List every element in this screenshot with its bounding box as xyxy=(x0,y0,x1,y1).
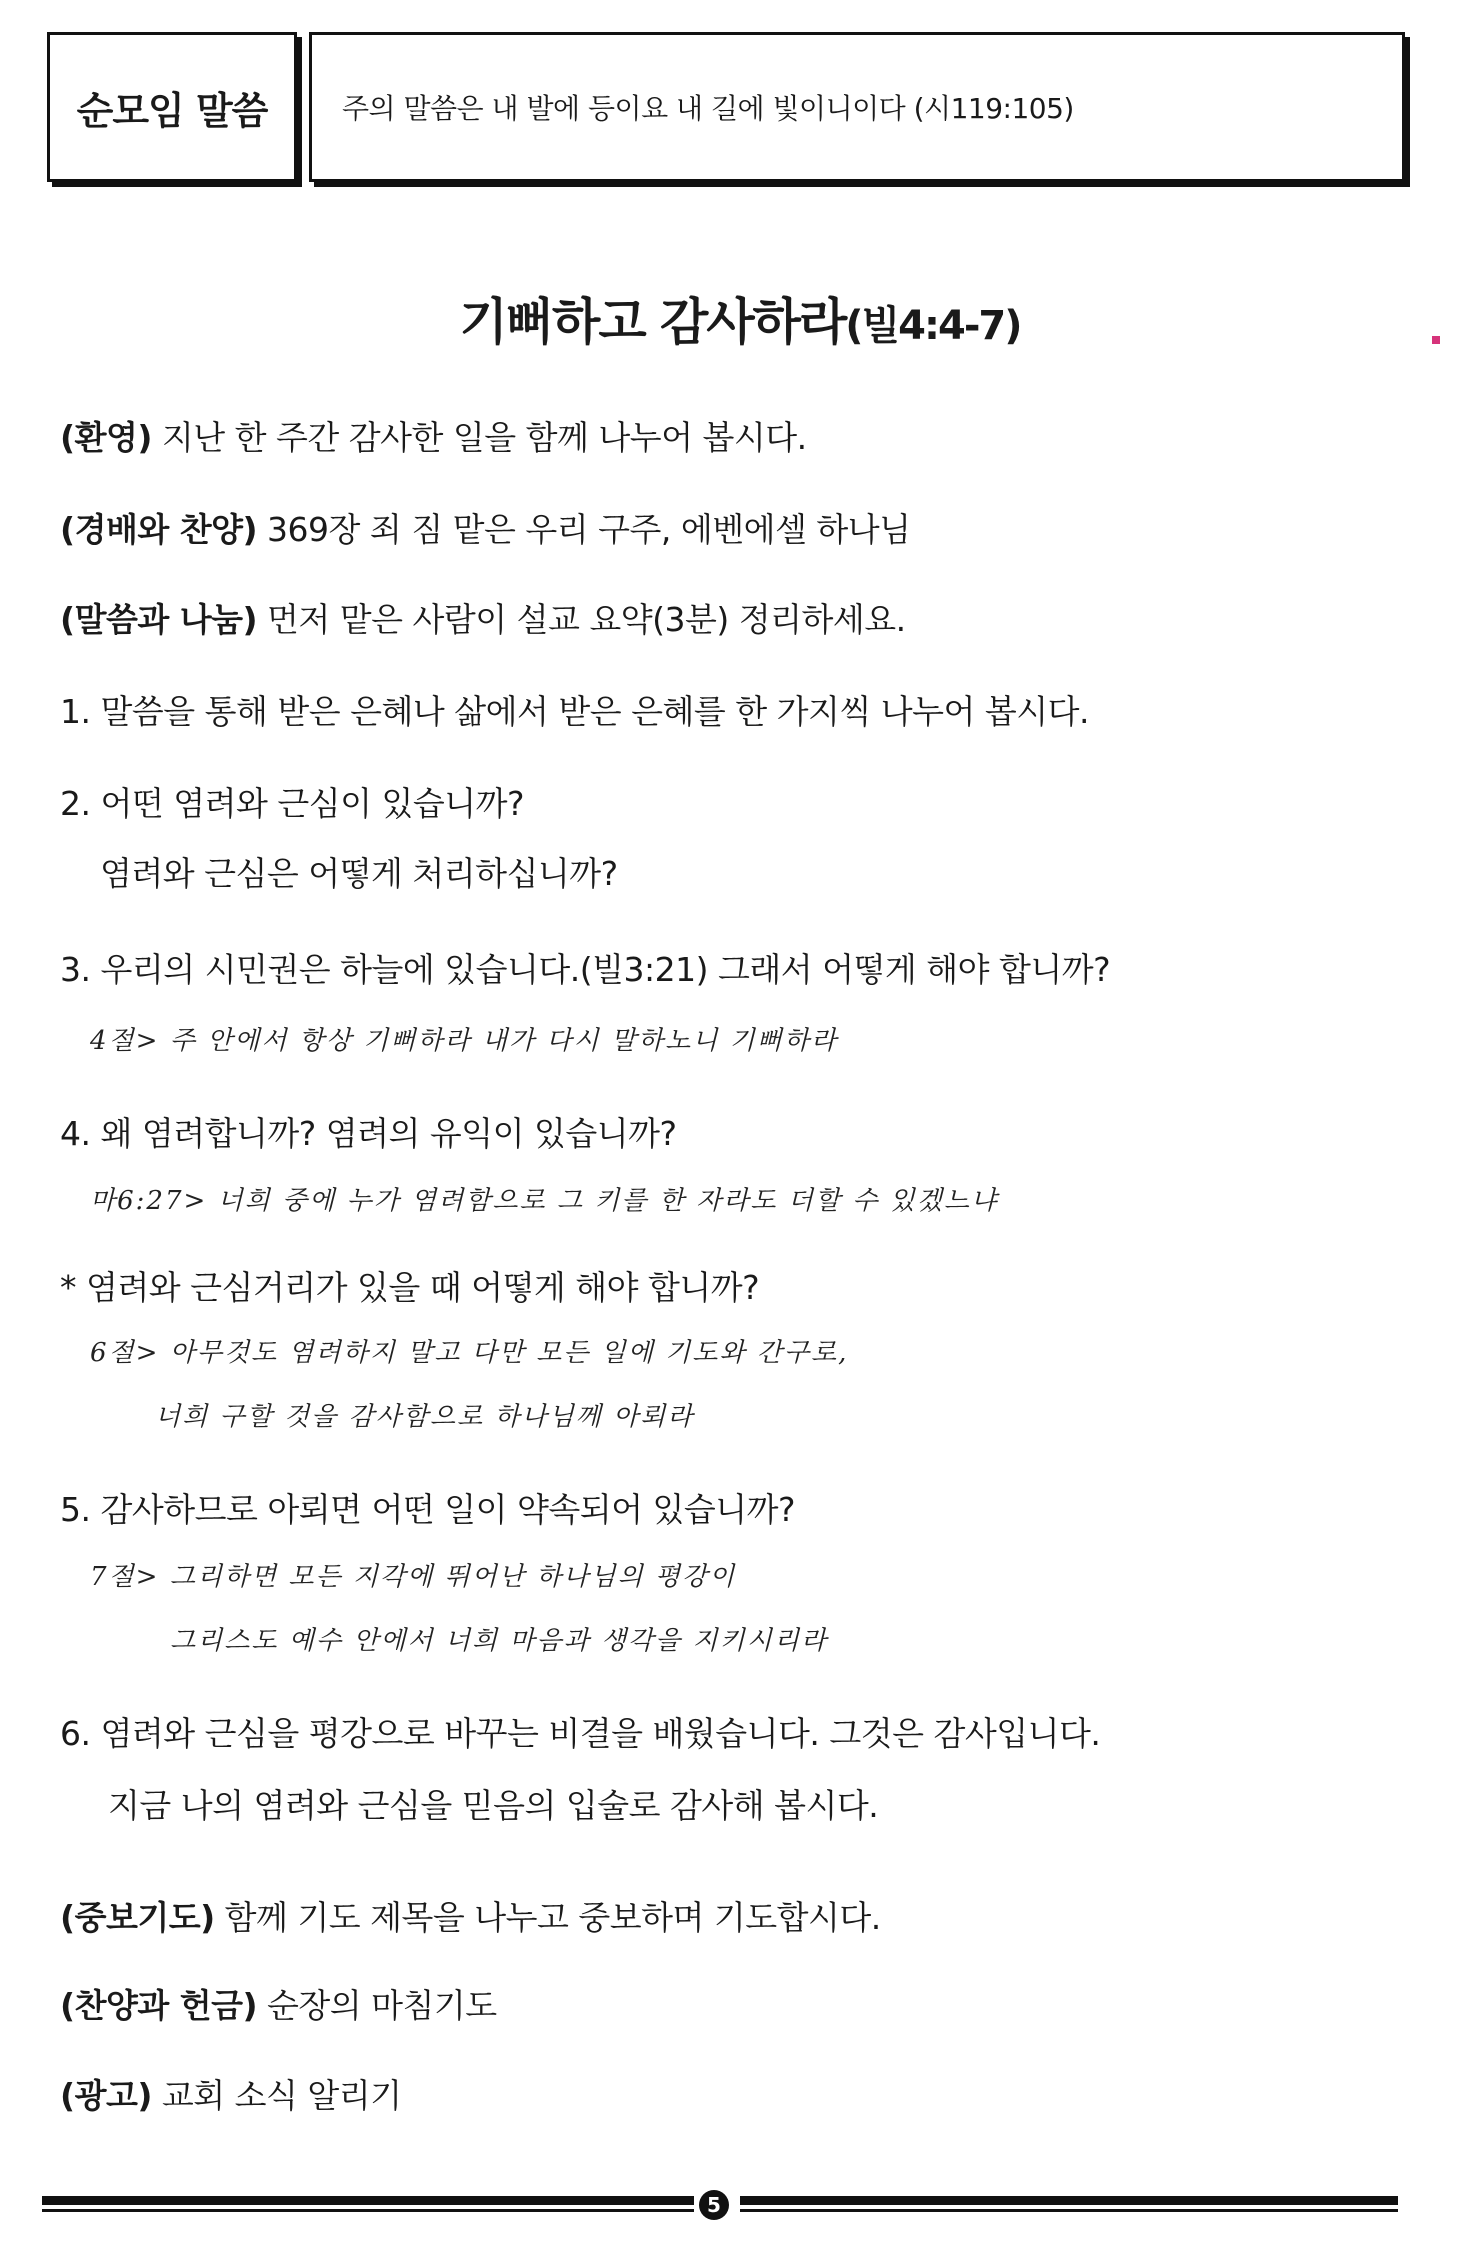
title-main: 기뻐하고 감사하라 xyxy=(459,293,846,351)
intercession-text: 함께 기도 제목을 나누고 중보하며 기도합시다. xyxy=(214,1898,881,1937)
page-title xyxy=(0,282,1460,354)
header-verse: 주의 말씀은 내 발에 등이요 내 길에 빛이니이다 (시119:105) xyxy=(342,92,1074,125)
intercession-label: (중보기도) xyxy=(60,1898,215,1937)
question-5-note-2: 그리스도 예수 안에서 너희 마음과 생각을 지키시리라 xyxy=(170,1626,829,1656)
word-line xyxy=(60,594,906,641)
question-3-note: 4절> 주 안에서 항상 기뻐하라 내가 다시 말하노니 기뻐하라 xyxy=(90,1026,839,1056)
footer-rule-right xyxy=(740,2196,1398,2212)
question-6: 6. 염려와 근심을 평강으로 바꾸는 비결을 배웠습니다. 그것은 감사입니다. xyxy=(60,1714,1101,1753)
offering-text: 순장의 마침기도 xyxy=(257,1986,497,2025)
question-4: 4. 왜 염려합니까? 염려의 유익이 있습니까? xyxy=(60,1114,677,1153)
question-5-note-1: 7절> 그리하면 모든 지각에 뛰어난 하나님의 평강이 xyxy=(90,1562,737,1592)
title-reference: (빌4:4-7) xyxy=(845,303,1021,349)
star-note-2: 너희 구할 것을 감사함으로 하나님께 아뢰라 xyxy=(155,1402,695,1432)
word-label: (말씀과 나눔) xyxy=(60,600,258,639)
welcome-line xyxy=(60,412,807,459)
star-note-1: 6절> 아무것도 염려하지 말고 다만 모든 일에 기도와 간구로, xyxy=(90,1338,849,1368)
offering-label: (찬양과 헌금) xyxy=(60,1986,258,2025)
question-3: 3. 우리의 시민권은 하늘에 있습니다.(빌3:21) 그래서 어떻게 해야 합니까? xyxy=(60,950,1111,989)
welcome-label: (환영) xyxy=(60,418,152,457)
announcement-text: 교회 소식 알리기 xyxy=(151,2076,402,2115)
worship-line xyxy=(60,504,911,551)
question-4-note: 마6:27> 너희 중에 누가 염려함으로 그 키를 한 자라도 더할 수 있겠느냐 xyxy=(90,1186,999,1216)
footer-rule-left xyxy=(42,2196,694,2212)
page-number: 5 xyxy=(699,2190,729,2220)
question-2: 2. 어떤 염려와 근심이 있습니까? xyxy=(60,784,524,823)
offering-line xyxy=(60,1980,497,2027)
header-label-box xyxy=(47,32,297,182)
word-text: 먼저 맡은 사람이 설교 요약(3분) 정리하세요. xyxy=(257,600,906,639)
intercession-line xyxy=(60,1892,881,1939)
announcement-line xyxy=(60,2070,402,2117)
star-question: * 염려와 근심거리가 있을 때 어떻게 해야 합니까? xyxy=(60,1268,760,1307)
question-1: 1. 말씀을 통해 받은 은혜나 삶에서 받은 은혜를 한 가지씩 나누어 봅시다. xyxy=(60,692,1089,731)
welcome-text: 지난 한 주간 감사한 일을 함께 나누어 봅시다. xyxy=(151,418,807,457)
worship-label: (경배와 찬양) xyxy=(60,510,258,549)
question-5: 5. 감사하므로 아뢰면 어떤 일이 약속되어 있습니까? xyxy=(60,1490,795,1529)
worship-text: 369장 죄 짐 맡은 우리 구주, 에벤에셀 하나님 xyxy=(257,510,911,549)
question-2-followup: 염려와 근심은 어떻게 처리하십니까? xyxy=(100,854,618,893)
announcement-label: (광고) xyxy=(60,2076,152,2115)
header-verse-box xyxy=(309,32,1405,182)
question-6-followup: 지금 나의 염려와 근심을 믿음의 입술로 감사해 봅시다. xyxy=(108,1786,879,1825)
pink-marker xyxy=(1432,336,1440,344)
header-label: 순모임 말씀 xyxy=(76,88,268,133)
